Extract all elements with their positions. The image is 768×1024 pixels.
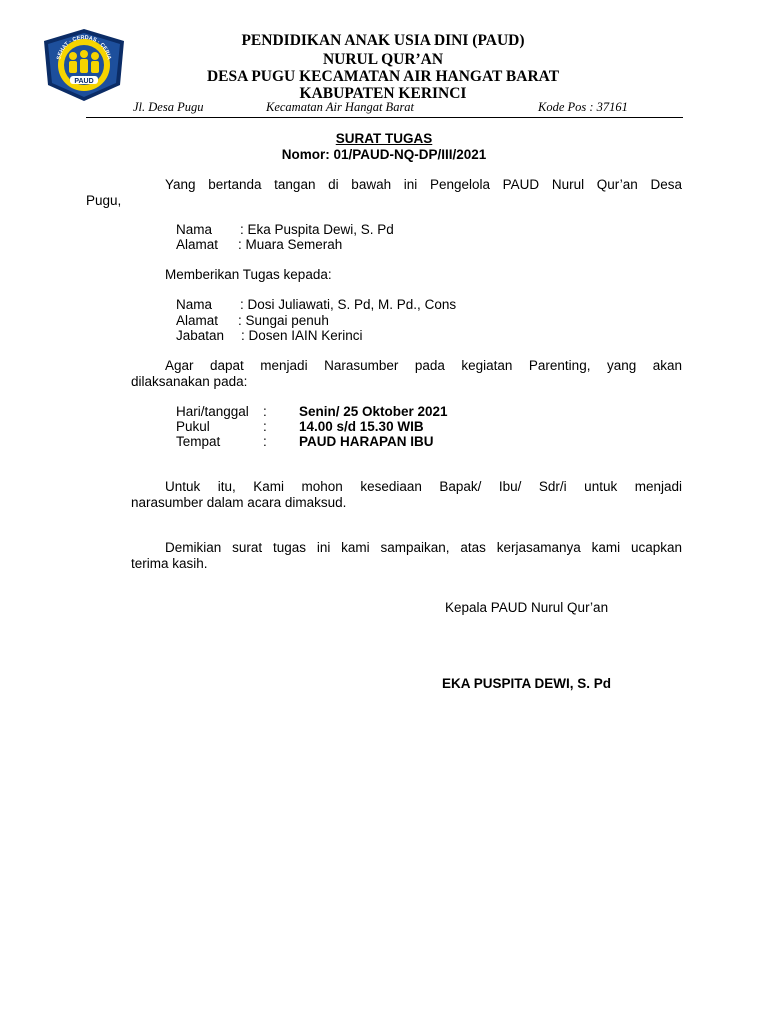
request-line-1: Untuk itu, Kami mohon kesediaan Bapak/ Ibu/ Sdr/i untuk menjadi bbox=[165, 479, 682, 494]
logo-motto: SEHAT · CERDAS · CERIA bbox=[56, 34, 112, 61]
letter-number: Nomor: 01/PAUD-NQ-DP/III/2021 bbox=[281, 147, 487, 162]
assignee-address-label: Alamat bbox=[176, 313, 219, 328]
header-line-1: PENDIDIKAN ANAK USIA DINI (PAUD) bbox=[241, 32, 525, 49]
request-line-2: narasumber dalam acara dimaksud. bbox=[131, 495, 347, 510]
purpose-line-1: Agar dapat menjadi Narasumber pada kegiatan Parenting, yang akan bbox=[165, 358, 682, 373]
schedule-time-value: 14.00 s/d 15.30 WIB bbox=[299, 419, 424, 434]
logo-label: PAUD bbox=[74, 78, 94, 85]
purpose-line-2: dilaksanakan pada: bbox=[131, 374, 248, 389]
signer-address-label: Alamat bbox=[176, 237, 219, 252]
sign-name: EKA PUSPITA DEWI, S. Pd bbox=[442, 676, 612, 691]
schedule-place-value: PAUD HARAPAN IBU bbox=[299, 434, 434, 449]
closing-line-1: Demikian surat tugas ini kami sampaikan, atas kerjasamanya kami ucapkan bbox=[165, 540, 682, 555]
signer-address-value: : Muara Semerah bbox=[238, 237, 343, 252]
header-line-4: KABUPATEN KERINCI bbox=[299, 85, 467, 102]
paud-logo bbox=[40, 27, 128, 103]
intro-line-2: Pugu, bbox=[86, 193, 122, 208]
letter-title: SURAT TUGAS bbox=[335, 131, 433, 146]
intro-line-1: Yang bertanda tangan di bawah ini Pengelola PAUD Nurul Qur’an Desa bbox=[165, 177, 682, 192]
assignee-name-value: : Dosi Juliawati, S. Pd, M. Pd., Cons bbox=[240, 297, 457, 312]
schedule-place-colon: : bbox=[263, 434, 267, 449]
header-divider bbox=[86, 117, 683, 118]
assignee-name-label: Nama bbox=[176, 297, 213, 312]
signer-name-label: Nama bbox=[176, 222, 213, 237]
assignee-position-value: : Dosen IAIN Kerinci bbox=[241, 328, 363, 343]
header-line-3: DESA PUGU KECAMATAN AIR HANGAT BARAT bbox=[206, 68, 560, 85]
schedule-time-label: Pukul bbox=[176, 419, 210, 434]
closing-line-2: terima kasih. bbox=[131, 556, 208, 571]
schedule-place-label: Tempat bbox=[176, 434, 221, 449]
address-postal: Kode Pos : 37161 bbox=[538, 100, 628, 114]
assign-intro: Memberikan Tugas kepada: bbox=[165, 267, 332, 282]
assignee-position-label: Jabatan bbox=[176, 328, 225, 343]
address-district: Kecamatan Air Hangat Barat bbox=[266, 100, 415, 114]
schedule-time-colon: : bbox=[263, 419, 267, 434]
signer-name-value: : Eka Puspita Dewi, S. Pd bbox=[240, 222, 394, 237]
assignee-address-value: : Sungai penuh bbox=[238, 313, 329, 328]
sign-title: Kepala PAUD Nurul Qur’an bbox=[445, 600, 609, 615]
schedule-day-colon: : bbox=[263, 404, 267, 419]
header-line-2: NURUL QUR’AN bbox=[322, 51, 444, 68]
address-street: Jl. Desa Pugu bbox=[133, 100, 204, 114]
schedule-day-value: Senin/ 25 Oktober 2021 bbox=[299, 404, 448, 419]
schedule-day-label: Hari/tanggal bbox=[176, 404, 249, 419]
